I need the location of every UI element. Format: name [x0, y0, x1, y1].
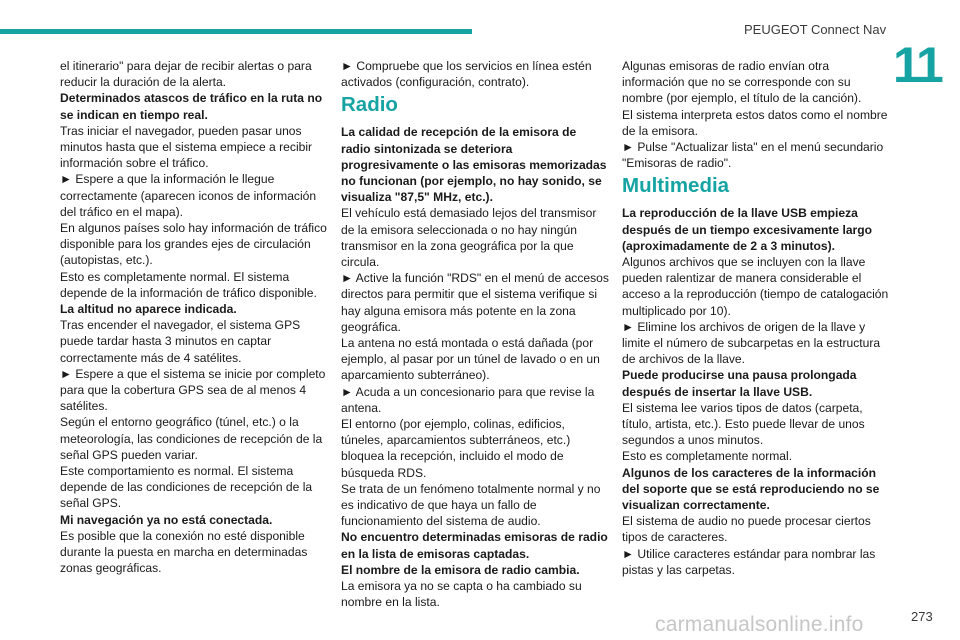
paragraph: Tras encender el navegador, el sistema GPS puede tardar hasta 3 minutos en captar correctamente más de 4 satélites.	[60, 318, 301, 365]
paragraph: ► Pulse "Actualizar lista" en el menú secundario "Emisoras de radio".	[622, 140, 884, 171]
paragraph: El vehículo está demasiado lejos del transmisor de la emisora seleccionada o no hay ningún transmisor en la zona geográfica por la que circula.	[341, 206, 597, 270]
paragraph: ► Compruebe que los servicios en línea estén activados (configuración, contrato).	[341, 59, 592, 90]
header-accent-bar	[0, 29, 472, 34]
paragraph: ► Acuda a un concesionario para que revise la antena.	[341, 384, 595, 415]
section-title: PEUGEOT Connect Nav	[744, 22, 887, 37]
paragraph: ► Active la función "RDS" en el menú de accesos directos para permitir que el sistema verifique si hay alguna emisora más potente en la zona geográfica.	[341, 271, 609, 334]
paragraph: ► Elimine los archivos de origen de la llave y limite el número de subcarpetas en la estructura de archivos de la llave.	[622, 319, 881, 367]
watermark: carmanualsonline.info	[655, 613, 864, 636]
paragraph: El sistema de audio no puede procesar ciertos tipos de caracteres.	[622, 514, 871, 545]
text-column-2	[341, 58, 609, 611]
paragraph: El sistema interpreta estos datos como el nombre de la emisora.	[622, 107, 888, 138]
paragraph: Algunos archivos que se incluyen con la llave pueden ralentizar de manera considerable el acceso a la reproducción (tiempo de catalogación multiplicado por 10).	[622, 255, 889, 318]
bold-problem-statement: El nombre de la emisora de radio cambia.	[341, 562, 580, 577]
paragraph: El sistema lee varios tipos de datos (carpeta, título, artista, etc.). Esto puede llevar de unos segundos a unos minutos.	[622, 400, 865, 448]
chapter-number: 11	[893, 37, 942, 93]
paragraph: Esto es completamente normal.	[622, 449, 793, 464]
bold-problem-statement: No encuentro determinadas emisoras de radio en la lista de emisoras captadas.	[341, 530, 608, 561]
paragraph: el itinerario" para dejar de recibir alertas o para reducir la duración de la alerta.	[60, 59, 312, 90]
paragraph: La emisora ya no se capta o ha cambiado su nombre en la lista.	[341, 579, 582, 610]
bold-problem-statement: La calidad de recepción de la emisora de radio sintonizada se deteriora progresivamente o las emisoras memorizadas no funcionan (por ejemplo, no hay sonido, se visualiza "87,5" MHz, etc.).	[341, 125, 607, 205]
paragraph: La antena no está montada o está dañada (por ejemplo, al pasar por un túnel de lavado o en un aparcamiento subterráneo).	[341, 336, 600, 383]
bold-problem-statement: La altitud no aparece indicada.	[60, 302, 237, 317]
bold-problem-statement: Determinados atascos de tráfico en la ruta no se indican en tiempo real.	[60, 91, 323, 122]
paragraph: Se trata de un fenómeno totalmente normal y no es indicativo de que haya un fallo de funcionamiento del sistema de audio.	[341, 481, 601, 529]
paragraph: ► Espere a que el sistema se inicie por completo para que la cobertura GPS sea de al menos 4 satélites.	[60, 366, 326, 414]
paragraph: Es posible que la conexión no esté disponible durante la puesta en marcha en determinadas zonas geográficas.	[60, 528, 308, 576]
section-heading: Radio	[341, 93, 398, 117]
text-column-1	[60, 58, 328, 577]
page-number: 273	[911, 609, 933, 624]
bold-problem-statement: Puede producirse una pausa prolongada después de insertar la llave USB.	[622, 368, 857, 399]
paragraph: Según el entorno geográfico (túnel, etc.) o la meteorología, las condiciones de recepción de la señal GPS pueden variar.	[60, 415, 323, 462]
section-heading: Multimedia	[622, 174, 730, 198]
paragraph: Esto es completamente normal. El sistema depende de la información de tráfico disponible.	[60, 269, 317, 300]
text-column-3	[622, 58, 890, 578]
paragraph: En algunos países solo hay información de tráfico disponible para los grandes ejes de circulación (autopistas, etc.).	[60, 221, 327, 268]
paragraph: Tras iniciar el navegador, pueden pasar unos minutos hasta que el sistema empiece a recibir información sobre el tráfico.	[60, 123, 313, 171]
bold-problem-statement: Mi navegación ya no está conectada.	[60, 512, 273, 527]
paragraph: El entorno (por ejemplo, colinas, edificios, túneles, aparcamientos subterráneos, etc.) bloquea la recepción, incluido el modo de búsqueda RDS.	[341, 417, 571, 480]
paragraph: ► Espere a que la información le llegue correctamente (aparecen iconos de información del tráfico en el mapa).	[60, 172, 317, 219]
paragraph: Este comportamiento es normal. El sistema depende de las condiciones de recepción de la señal GPS.	[60, 464, 313, 511]
paragraph: Algunas emisoras de radio envían otra información que no se corresponde con su nombre (por ejemplo, el título de la canción).	[622, 59, 862, 106]
bold-problem-statement: Algunos de los caracteres de la información del soporte que se está reproduciendo no se visualizan correctamente.	[622, 465, 880, 513]
paragraph: ► Utilice caracteres estándar para nombrar las pistas y las carpetas.	[622, 546, 876, 577]
bold-problem-statement: La reproducción de la llave USB empieza después de un tiempo excesivamente largo (aproximadamente de 2 a 3 minutos).	[622, 206, 873, 253]
